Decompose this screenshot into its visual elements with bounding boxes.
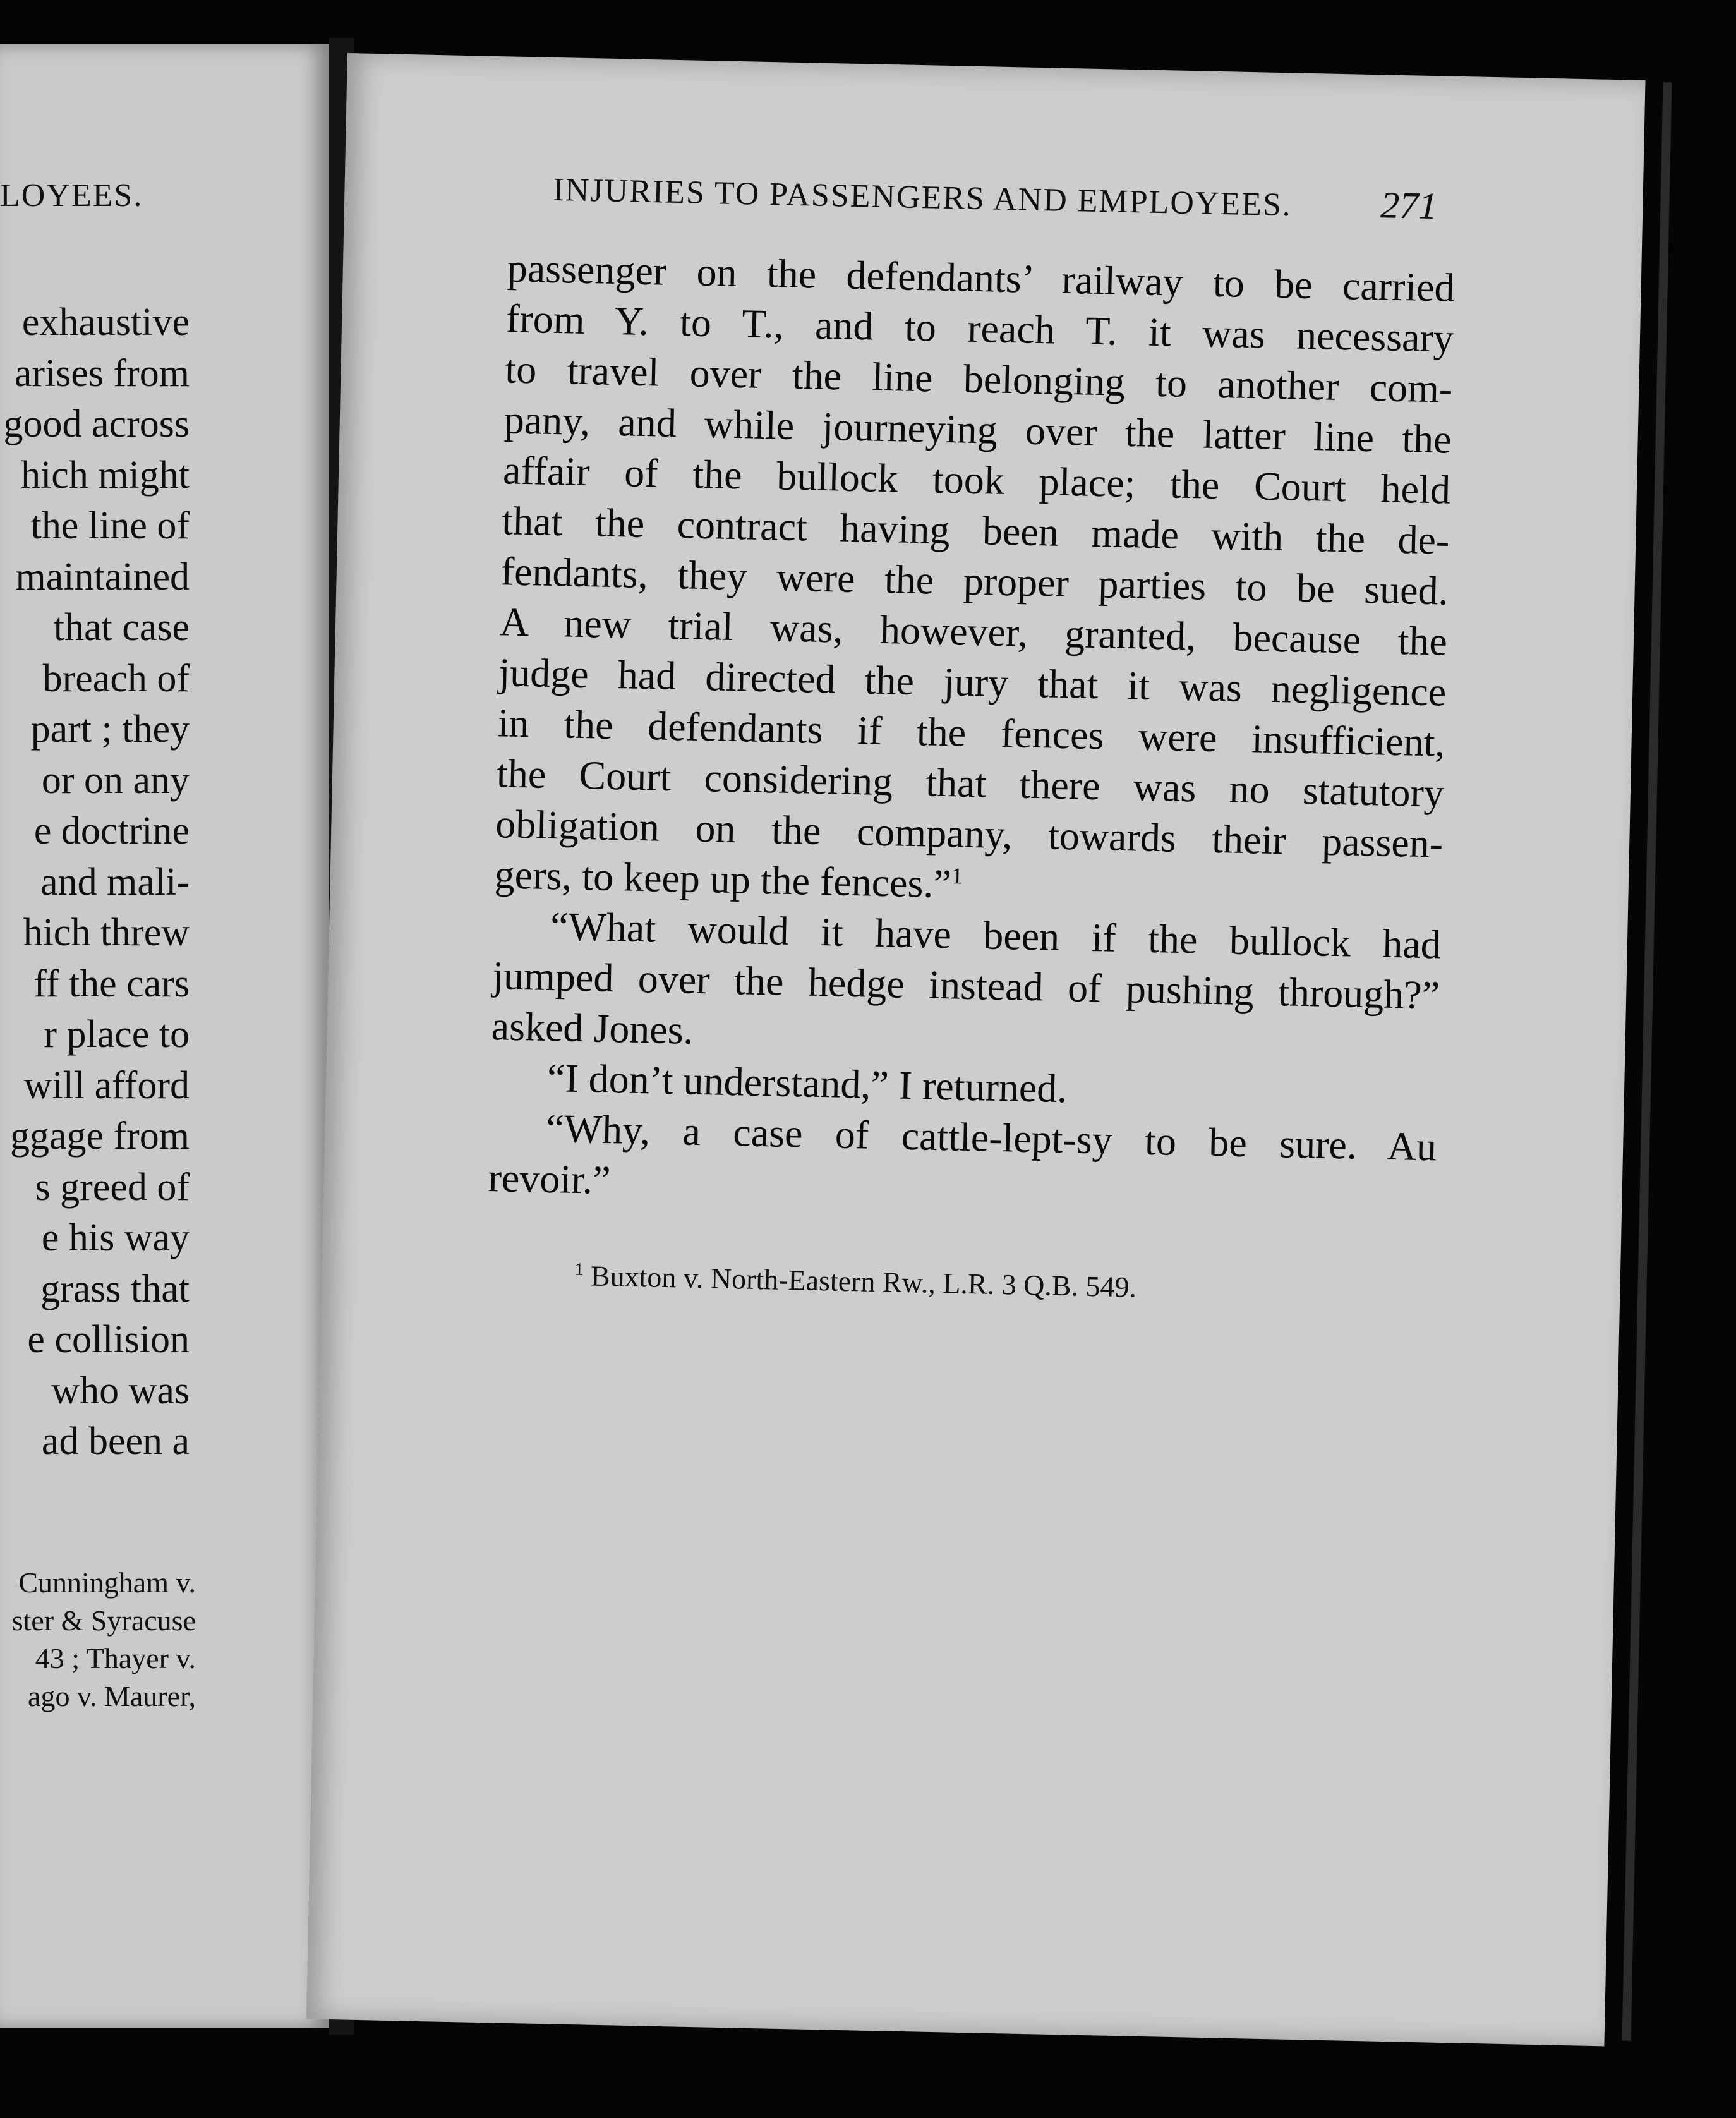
text-line-content: obligation on the company, towards their passen- bbox=[495, 801, 1444, 866]
left-text-line: and mali- bbox=[40, 860, 190, 904]
footnote-reference: 1 bbox=[951, 862, 963, 889]
text-line-content: in the defendants if the fences were insufficient, bbox=[497, 700, 1446, 765]
text-line-content: that the contract having been made with the de- bbox=[501, 498, 1450, 563]
text-line-content: the Court considering that there was no statutory bbox=[496, 751, 1445, 816]
text-line-content: judge had directed the jury that it was negligence bbox=[498, 650, 1447, 715]
right-page bbox=[306, 53, 1646, 2046]
text-line-content: fendants, they were the proper parties to be sued. bbox=[500, 548, 1449, 614]
left-footnote-line: 43 ; Thayer v. bbox=[35, 1642, 196, 1674]
body-text bbox=[488, 243, 1456, 1223]
text-line-content: pany, and while journeying over the latter line the bbox=[503, 397, 1452, 462]
left-text-line: who was bbox=[51, 1369, 190, 1412]
left-text-line: s greed of bbox=[35, 1165, 190, 1209]
left-page bbox=[0, 44, 329, 2028]
left-text-line: part ; they bbox=[30, 708, 190, 751]
text-line-content: “What would it have been if the bullock had bbox=[550, 904, 1442, 967]
left-text-line: ad been a bbox=[41, 1420, 190, 1463]
left-footnote-line: ago v. Maurer, bbox=[28, 1680, 196, 1712]
running-head: INJURIES TO PASSENGERS AND EMPLOYEES. bbox=[552, 171, 1293, 224]
left-text-line: grass that bbox=[40, 1267, 190, 1310]
left-text-line: hich threw bbox=[23, 911, 190, 954]
text-line-content: jumped over the hedge instead of pushing through?” bbox=[491, 953, 1440, 1018]
left-text-line: will afford bbox=[23, 1063, 190, 1107]
left-text-line: arises from bbox=[14, 351, 190, 395]
left-page-text bbox=[0, 297, 190, 1467]
left-text-line: the line of bbox=[30, 504, 190, 547]
left-text-line: e doctrine bbox=[33, 809, 190, 852]
left-text-line: e collision bbox=[27, 1318, 190, 1361]
left-page-footnotes bbox=[0, 1564, 196, 1716]
text-line-content: affair of the bullock took place; the Court held bbox=[502, 447, 1451, 512]
left-text-line: good across bbox=[3, 402, 190, 445]
footnote bbox=[574, 1259, 1333, 1308]
left-text-line: exhaustive bbox=[21, 301, 190, 344]
left-text-line: breach of bbox=[42, 657, 190, 700]
text-line-content: passenger on the defendants’ railway to be carried bbox=[507, 245, 1456, 310]
text-line-content: A new trial was, however, granted, because the bbox=[499, 599, 1448, 664]
left-text-line: hich might bbox=[21, 453, 190, 497]
left-running-head: LOYEES. bbox=[0, 178, 143, 214]
left-text-line: ggage from bbox=[9, 1115, 190, 1158]
text-line-content: revoir.” bbox=[488, 1155, 612, 1203]
text-line-content: “Why, a case of cattle-lept-sy to be sure. Au bbox=[545, 1105, 1437, 1170]
footnote-text: Buxton v. North-Eastern Rw., L.R. 3 Q.B. 549. bbox=[590, 1259, 1137, 1304]
text-line-content: gers, to keep up the fences.” bbox=[494, 852, 952, 907]
text-line-content: “I don’t understand,” I returned. bbox=[546, 1055, 1068, 1111]
left-text-line: or on any bbox=[41, 758, 190, 802]
left-text-line: e his way bbox=[41, 1216, 190, 1259]
page-number: 271 bbox=[1380, 184, 1438, 227]
left-text-line: that case bbox=[53, 606, 190, 649]
text-line-content: from Y. to T., and to reach T. it was necessary bbox=[505, 296, 1454, 361]
left-text-line: ff the cars bbox=[33, 962, 190, 1005]
footnote-marker: 1 bbox=[574, 1259, 584, 1280]
left-footnote-line: ster & Syracuse bbox=[11, 1604, 196, 1637]
left-footnote-line: Cunningham v. bbox=[18, 1566, 196, 1599]
text-line-content: to travel over the line belonging to another com- bbox=[504, 346, 1454, 411]
text-line-content: asked Jones. bbox=[491, 1003, 694, 1053]
left-text-line: maintained bbox=[15, 555, 190, 598]
left-text-line: r place to bbox=[44, 1013, 190, 1056]
